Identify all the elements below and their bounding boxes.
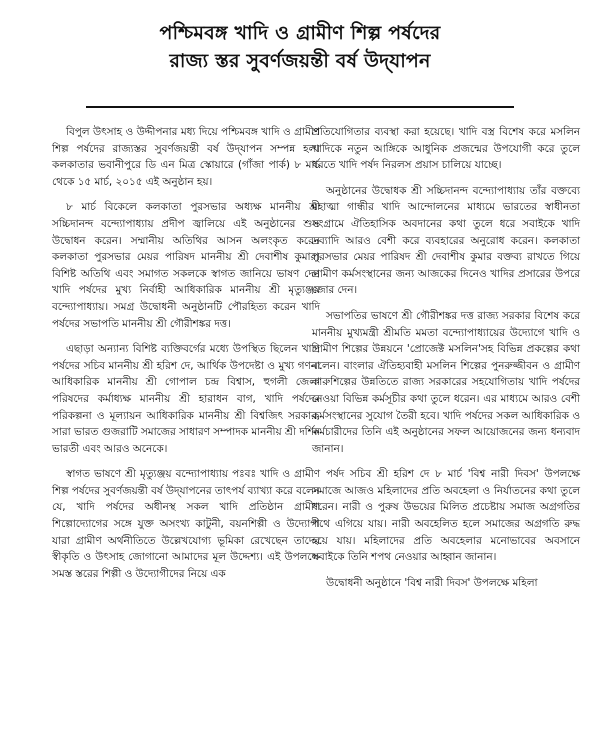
paragraph: প্রতিযোগিতার ব্যবস্থা করা হয়েছে। খাদি বস্ত্র বিশেষ করে মসলিন খাদিকে নতুন আঙ্গিকে আধুনিক প্রজন্মের উপযোগী করে তুলে ধরতে খাদি পর্ষদ নিরলস প্রয়াস চালিয়ে যাচ্ছে। xyxy=(312,126,580,172)
paragraph: সভাপতির ভাষণে শ্রী গৌরীশঙ্কর দত্ত রাজ্য সরকার বিশেষ করে মাননীয় মুখ্যমন্ত্রী শ্রীমতি মমতা বন্দ্যোপাধ্যায়ের উদ্যোগে খাদি ও গ্রামীণ শিল্পের উন্নয়নে 'প্রোজেক্ট মসলিন'সহ বিভিন্ন প্রকল্পের কথা বলেন। বাংলার ঐতিহ্যবাহী মসলিন শিল্পের পুনরুজ্জীবন ও গ্রামীণ কারুশিল্পের উন্নতিতে রাজ্য সরকারের সহযোগিতায় খাদি পর্ষদের নেওয়া বিভিন্ন কর্মসূচীর কথা তুলে ধরেন। এর মাধ্যমে আরও বেশী কর্মসংস্থানের সুযোগ তৈরী হবে। খাদি পর্ষদের সকল আধিকারিক ও কর্মচারীদের তিনি এই অনুষ্ঠানের সফল আয়োজনের জন্য ধন্যবাদ জানান। xyxy=(312,309,580,455)
paragraph: স্বাগত ভাষণে শ্রী মৃত্যুঞ্জয় বন্দ্যোপাধ্যায় পঃবঃ খাদি ও গ্রামীণ শিল্প পর্ষদের সুবর্ণজয়ন্তী বর্ষ উদ্‌যাপনের তাৎপর্য ব্যাখ্যা করে বলেন যে, খাদি পর্ষদের অধীনস্থ সকল খাদি প্রতিষ্ঠান গ্রামীণ শিল্পোদ্যোগের সঙ্গে যুক্ত অসংখ্য কাটুনী, বয়নশিল্পী ও উদ্যোগী যারা গ্রামীণ অর্থনীতিতে উল্লেখযোগ্য ভূমিকা রেখেছেন তাদের স্বীকৃতি ও উৎসাহ জোগানো আমাদের মূল উদ্দেশ্য। এই উপলক্ষে সমস্ত স্তরের শিল্পী ও উদ্যোগীদের নিয়ে এক xyxy=(52,468,320,580)
title-divider xyxy=(86,106,514,108)
article-title-line-2: রাজ্য স্তর সুবর্ণজয়ন্তী বর্ষ উদ্‌যাপন xyxy=(169,50,431,72)
article-title-line-1: পশ্চিমবঙ্গ খাদি ও গ্রামীণ শিল্প পর্ষদের xyxy=(159,22,441,44)
right-column xyxy=(312,124,580,600)
paragraph: ৮ মার্চ বিকেলে কলকাতা পুরসভার অধ্যক্ষ মাননীয় শ্রী সচ্চিদানন্দ বন্দ্যোপাধ্যায় প্রদীপ জ্বালিয়ে এই অনুষ্ঠানের শুভ উদ্বোধন করেন। সম্মানীয় অতিথির আসন অলংকৃত করেন কলকাতা পুরসভার মেয়র পারিষদ মাননীয় শ্রী দেবাশীষ কুমার। বিশিষ্ট অতিথি এবং সমাগত সকলকে স্বাগত জানিয়ে ভাষণ দেন খাদি পর্ষদের মুখ্য নির্বাহী আধিকারিক মাননীয় শ্রী মৃত্যুঞ্জয় বন্দ্যোপাধ্যায়। সমগ্র উদ্বোধনী অনুষ্ঠানটি পৌরহিত্য করেন খাদি পর্ষদের সভাপতি মাননীয় শ্রী গৌরীশঙ্কর দত্ত। xyxy=(52,201,320,330)
paragraph: উদ্বোধনী অনুষ্ঠানে 'বিশ্ব নারী দিবস' উপলক্ষে মহিলা xyxy=(326,576,538,589)
paragraph: বিপুল উৎসাহ ও উদ্দীপনার মধ্য দিয়ে পশ্চিমবঙ্গ খাদি ও গ্রামীণ শিল্প পর্ষদের রাজ্যস্তর সুবর্ণজয়ন্তী বর্ষ উদ্‌যাপন সম্পন্ন হল। কলকাতার ভবানীপুরে ডি এন মিত্র স্কোয়ারে (গাঁজা পার্ক) ৮ মার্চ থেকে ১৫ মার্চ, ২০১৫ এই অনুষ্ঠান হয়। xyxy=(52,126,320,188)
left-column xyxy=(52,124,320,591)
paragraph: এছাড়া অন্যান্য বিশিষ্ট ব্যক্তিবর্গের মধ্যে উপস্থিত ছিলেন খাদি পর্ষদের সচিব মাননীয় শ্রী হরিশ দে, আর্থিক উপদেষ্টা ও মুখ্য গণনা আধিকারিক মাননীয় শ্রী গোপাল চন্দ্র বিশ্বাস, হুগলী জেলা পরিষদের কর্মাধ্যক্ষ মাননীয় শ্রী হারাধন বাগ, খাদি পর্ষদের পরিকল্পনা ও মূল্যায়ন আধিকারিক মাননীয় শ্রী বিশ্বজিৎ সরকার, সারা ভারত গুজরাটি সমাজের সাধারণ সম্পাদক মাননীয় শ্রী দর্শিন ভারতী এবং আরও অনেকে। xyxy=(52,343,320,455)
paragraph: পর্ষদ সচিব শ্রী হরিশ দে ৮ মার্চ 'বিশ্ব নারী দিবস' উপলক্ষে সমাজে আজও মহিলাদের প্রতি অবহেলা ও নির্যাতনের কথা তুলে ধরেন। নারী ও পুরুষ উভয়ের মিলিত প্রচেষ্টায় সমাজ অগ্রগতির পথে এগিয়ে যায়। নারী অবহেলিত হলে সমাজের অগ্রগতি রুদ্ধ হয়ে যায়। মহিলাদের প্রতি অবহেলার মনোভাবের অবসানে সবাইকে তিনি শপথ নেওয়ার আহ্বান জানান। xyxy=(312,468,580,564)
paragraph: অনুষ্ঠানের উদ্বোধক শ্রী সচ্চিদানন্দ বন্দ্যোপাধ্যায় তাঁর বক্তব্যে মহাত্মা গান্ধীর খাদি আন্দোলনের মাধ্যমে ভারতের স্বাধীনতা সংগ্রামে ঐতিহাসিক অবদানের কথা তুলে ধরে সবাইকে খাদি দ্রব্যাদি আরও বেশী করে ব্যবহারের অনুরোধ করেন। কলকাতা পুরসভার মেয়র পারিষদ শ্রী দেবাশীষ কুমার বক্তব্য রাখতে গিয়ে গ্রামীণ কর্মসংস্থানের জন্য আজকের দিনেও খাদির প্রসারের উপরে জোর দেন। xyxy=(312,184,580,297)
